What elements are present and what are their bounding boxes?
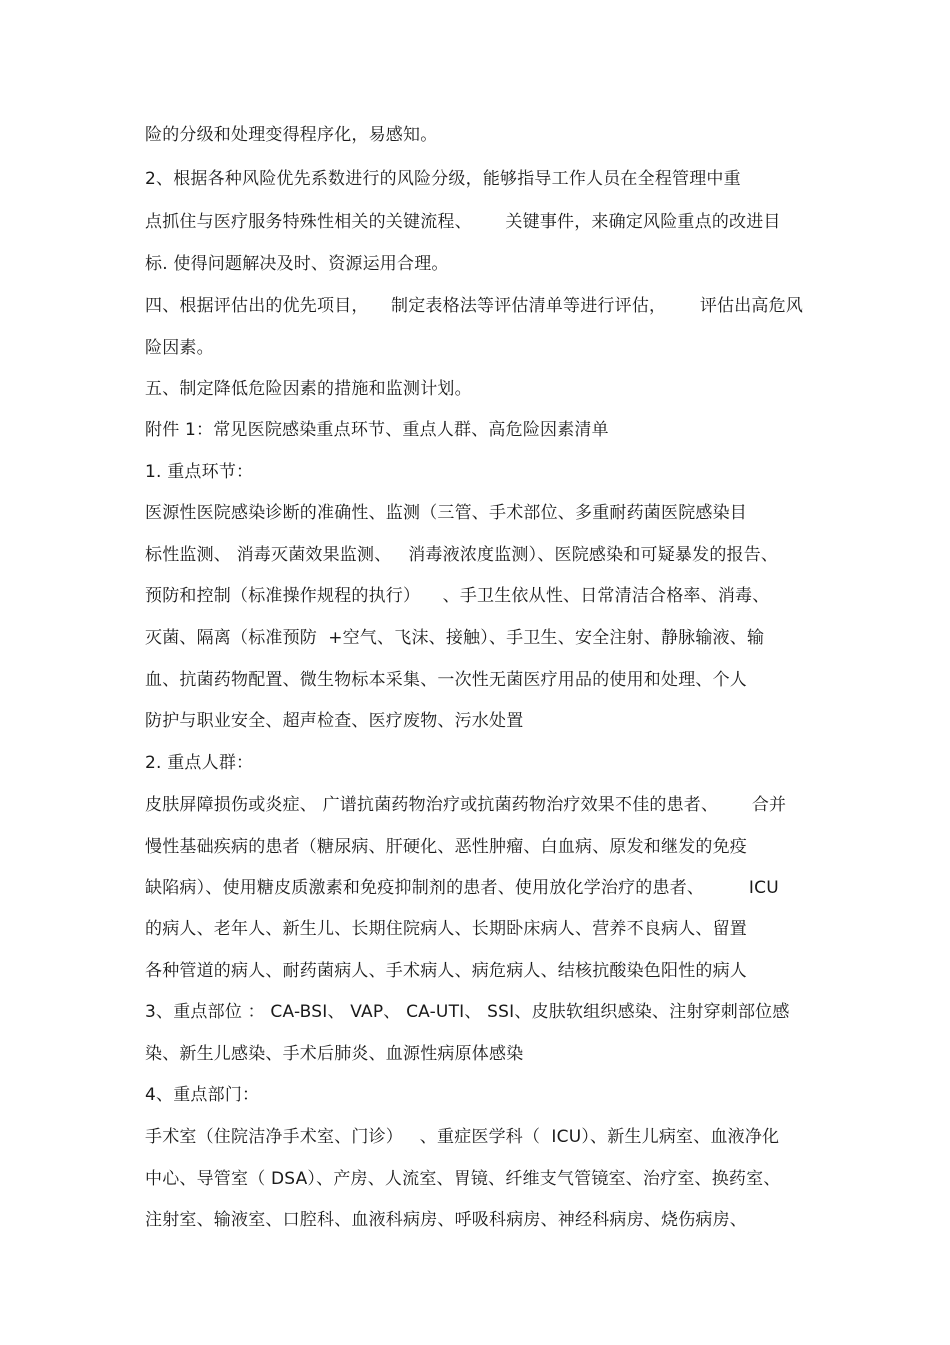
text-line: 的病人、老年人、新生儿、长期住院病人、长期卧床病人、营养不良病人、留置 bbox=[145, 919, 747, 939]
text-line: 标性监测、 消毒灭菌效果监测、 消毒液浓度监测）、医院感染和可疑暴发的报告、 bbox=[145, 545, 779, 565]
text-line: 医源性医院感染诊断的准确性、监测（三管、手术部位、多重耐药菌医院感染目 bbox=[145, 503, 747, 523]
text-line: 慢性基础疾病的患者（糖尿病、肝硬化、恶性肿瘤、白血病、原发和继发的免疫 bbox=[145, 837, 747, 857]
text-line: 险因素。 bbox=[145, 338, 214, 358]
text-line: 3、重点部位 ： CA-BSI、 VAP、 CA-UTI、 SSI、皮肤软组织感染、注射穿刺部位感 bbox=[145, 1002, 790, 1022]
text-line: 灭菌、隔离（标准预防 +空气、飞沫、接触）、手卫生、安全注射、静脉输液、输 bbox=[145, 628, 765, 648]
text-line: 预防和控制（标准操作规程的执行） 、手卫生依从性、日常清洁合格率、消毒、 bbox=[145, 586, 770, 606]
text-line: 附件 1：常见医院感染重点环节、重点人群、高危险因素清单 bbox=[145, 420, 609, 440]
text-line: 防护与职业安全、超声检查、医疗废物、污水处置 bbox=[145, 711, 524, 731]
text-line: 血、抗菌药物配置、微生物标本采集、一次性无菌医疗用品的使用和处理、个人 bbox=[145, 670, 747, 690]
text-line: 染、新生儿感染、手术后肺炎、血源性病原体感染 bbox=[145, 1044, 524, 1064]
section-heading: 2. 重点人群： bbox=[145, 753, 254, 773]
text-line: 四、根据评估出的优先项目， 制定表格法等评估清单等进行评估， 评估出高危风 bbox=[145, 296, 804, 316]
text-line: 险的分级和处理变得程序化，易感知。 bbox=[145, 125, 438, 145]
text-line: 各种管道的病人、耐药菌病人、手术病人、病危病人、结核抗酸染色阳性的病人 bbox=[145, 961, 747, 981]
section-heading: 4、重点部门： bbox=[145, 1085, 260, 1105]
text-line: 缺陷病）、使用糖皮质激素和免疫抑制剂的患者、使用放化学治疗的患者、 ICU bbox=[145, 878, 779, 898]
text-line: 皮肤屏障损伤或炎症、 广谱抗菌药物治疗或抗菌药物治疗效果不佳的患者、 合并 bbox=[145, 795, 787, 815]
text-line: 点抓住与医疗服务特殊性相关的关键流程、 关键事件，来确定风险重点的改进目 bbox=[145, 212, 781, 232]
text-line: 手术室（住院洁净手术室、门诊） 、重症医学科（ ICU）、新生儿病室、血液净化 bbox=[145, 1127, 780, 1147]
section-heading: 1. 重点环节： bbox=[145, 462, 254, 482]
text-line: 注射室、输液室、口腔科、血液科病房、呼吸科病房、神经科病房、烧伤病房、 bbox=[145, 1210, 747, 1230]
text-line: 中心、导管室（ DSA）、产房、人流室、胃镜、纤维支气管镜室、治疗室、换药室、 bbox=[145, 1169, 781, 1189]
text-line: 五、制定降低危险因素的措施和监测计划。 bbox=[145, 379, 472, 399]
text-line: 标. 使得问题解决及时、资源运用合理。 bbox=[145, 254, 449, 274]
text-line: 2、根据各种风险优先系数进行的风险分级，能够指导工作人员在全程管理中重 bbox=[145, 169, 741, 189]
